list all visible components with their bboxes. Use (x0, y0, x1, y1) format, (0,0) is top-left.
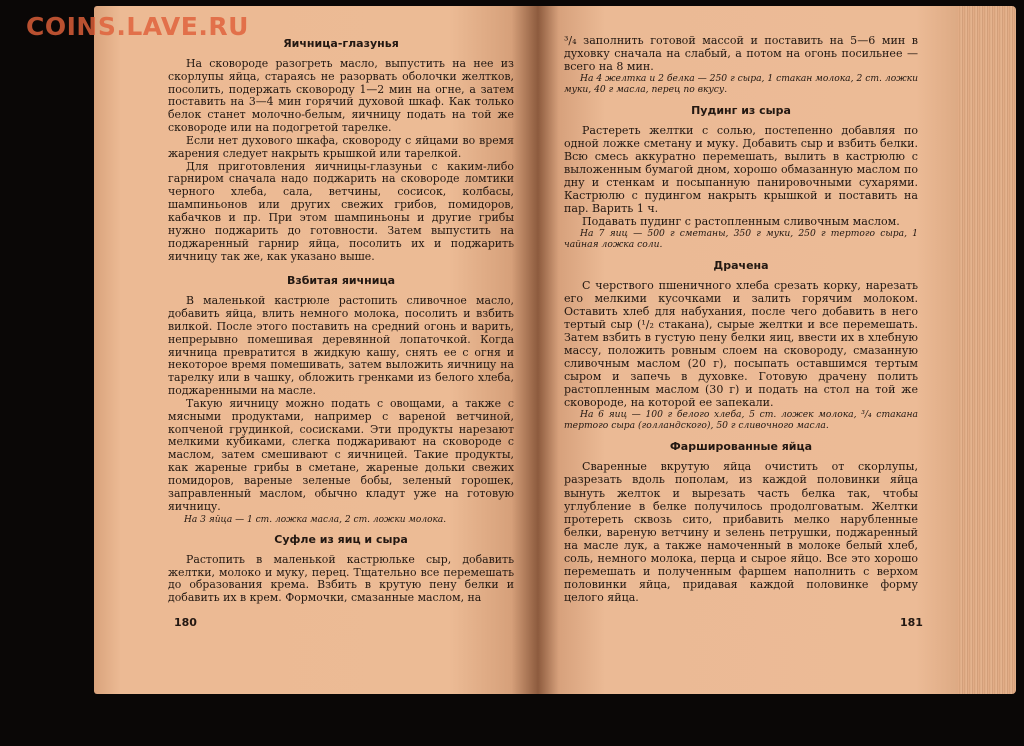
right-page-text (564, 34, 918, 604)
recipe-heading: Яичница-глазунья (283, 37, 399, 50)
recipe-paragraph: Такую яичницу можно подать с овощами, а также с мясными продуктами, например с вареной ветчиной, копченой грудинкой, сосисками. Эти продукты нарезают мелкими кубиками, слегка поджаривают на сковороде с маслом, затем смешивают с яичницей. Такие продукты, как жареные грибы в сметане, жареные дольки свежих помидоров, вареные зеленые бобы, зеленый горошек, заправленный маслом, обычно кладут уже на готовую яичницу. (168, 396, 514, 513)
recipe-heading: Пудинг из сыра (691, 104, 791, 118)
right-page (538, 6, 958, 694)
recipe-paragraph: Для приготовления яичницы-глазуньи с каким-либо гарниром сначала надо поджарить на сковороде ломтики черного хлеба, сала, ветчины, сосисок, колбасы, шампиньонов или других свежих грибов, помидоров, кабачков и пр. При этом шампиньоны и другие грибы нужно поджарить до готовности. Затем выпустить на поджаренный гарнир яйца, посолить их и поджарить яичницу так же, как указано выше. (168, 159, 514, 263)
recipe-heading: Взбитая яичница (286, 274, 396, 288)
ingredients-note: На 4 желтка и 2 белка — 250 г сыра, 1 стакан молока, 2 ст. ложки муки, 40 г масла, перец по вкусу. (564, 73, 918, 95)
recipe-paragraph: С черствого пшеничного хлеба срезать корку, нарезать его мелкими кусочками и залить горячим молоком. Оставить хлеб для набухания, после чего добавить в него тертый сыр (¹/₂ стакана), сырые желтки и все перемешать. Затем взбить в густую пену белки яиц, ввести их в хлебную массу, положить ровным слоем на сковороду, смазанную сливочным маслом (20 г), посыпать оставшимся тертым сыром и запечь в духовке. Готовую драчену полить растопленным маслом (30 г) и подать на стол на той же сковороде, на которой ее запекали. (564, 279, 918, 410)
recipe-paragraph: Подавать пудинг с растопленным сливочным маслом. (582, 215, 900, 229)
recipe-paragraph: Сваренные вкрутую яйца очистить от скорлупы, разрезать вдоль пополам, из каждой половинки яйца вынуть желток и вырезать часть белка так, чтобы углубление в белке получилось продолговатым. Желтки протереть сквозь сито, прибавить мелко нарубленные белки, вареную ветчину и зелень петрушки, поджаренный на масле лук, а также намоченный в молоке белый хлеб, соль, немного молока, перца и сырое яйцо. Все это хорошо перемешать и полученным фаршем наполнить с верхом половинки яйца, придавая каждой половинке форму целого яйца. (564, 460, 918, 604)
recipe-heading: Драчена (713, 259, 769, 273)
open-book (86, 6, 1022, 696)
left-page (94, 6, 538, 694)
ingredients-note: На 6 яиц — 100 г белого хлеба, 5 ст. ложек молока, ³/₄ стакана тертого сыра (голландского), 50 г сливочного масла. (564, 409, 918, 431)
recipe-heading: Суфле из яиц и сыра (274, 532, 408, 546)
recipe-paragraph: ³/₄ заполнить готовой массой и поставить на 5—6 мин в духовку сначала на слабый, а потом на огонь посильнее — всего на 8 мин. (564, 34, 918, 74)
recipe-paragraph: В маленькой кастрюле растопить сливочное масло, добавить яйца, влить немного молока, посолить и взбить вилкой. После этого поставить на средний огонь и варить, непрерывно помешивая деревянной лопаточкой. Когда яичница превратится в жидкую кашу, снять ее с огня и некоторое время помешивать, затем выложить яичницу на тарелку или в чашку, обложить гренками из белого хлеба, поджаренными на масле. (168, 294, 514, 398)
recipe-paragraph: На сковороде разогреть масло, выпустить на нее из скорлупы яйца, стараясь не разорвать оболочки желтков, посолить, подержать сковороду 1—2 мин на огне, а затем поставить на 3—4 мин горячий духовой шкаф. Как только белок станет молочно-белым, яичницу подать на той же сковороде или на подогретой тарелке. (168, 56, 514, 135)
left-page-text (168, 34, 514, 605)
recipe-paragraph: Если нет духового шкафа, сковороду с яйцами во время жарения следует накрыть крышкой или тарелкой. (168, 133, 514, 160)
page-edges (958, 6, 1016, 694)
recipe-heading: Фаршированные яйца (669, 440, 813, 454)
page-number: 180 (174, 616, 197, 629)
recipe-paragraph: Растереть желтки с солью, постепенно добавляя по одной ложке сметану и муку. Добавить сыр и взбить белки. Всю смесь аккуратно перемешать, вылить в кастрюлю с выложенным бумагой дном, хорошо обмазанную маслом по дну и стенкам и посыпанную панировочными сухарями. Кастрюлю с пудингом накрыть крышкой и поставить на пар. Варить 1 ч. (564, 124, 918, 216)
ingredients-note: На 7 яиц — 500 г сметаны, 350 г муки, 250 г тертого сыра, 1 чайная ложка соли. (564, 228, 918, 250)
page-number: 181 (900, 616, 923, 629)
ingredients-note: На 3 яйца — 1 ст. ложка масла, 2 ст. ложки молока. (184, 514, 447, 525)
site-watermark: COINS.LAVE.RU (26, 12, 249, 41)
recipe-paragraph: Растопить в маленькой кастрюльке сыр, добавить желтки, молоко и муку, перец. Тщательно все перемешать до образования крема. Взбить в крутую пену белки и добавить их в крем. Формочки, смазанные маслом, на (168, 552, 514, 605)
